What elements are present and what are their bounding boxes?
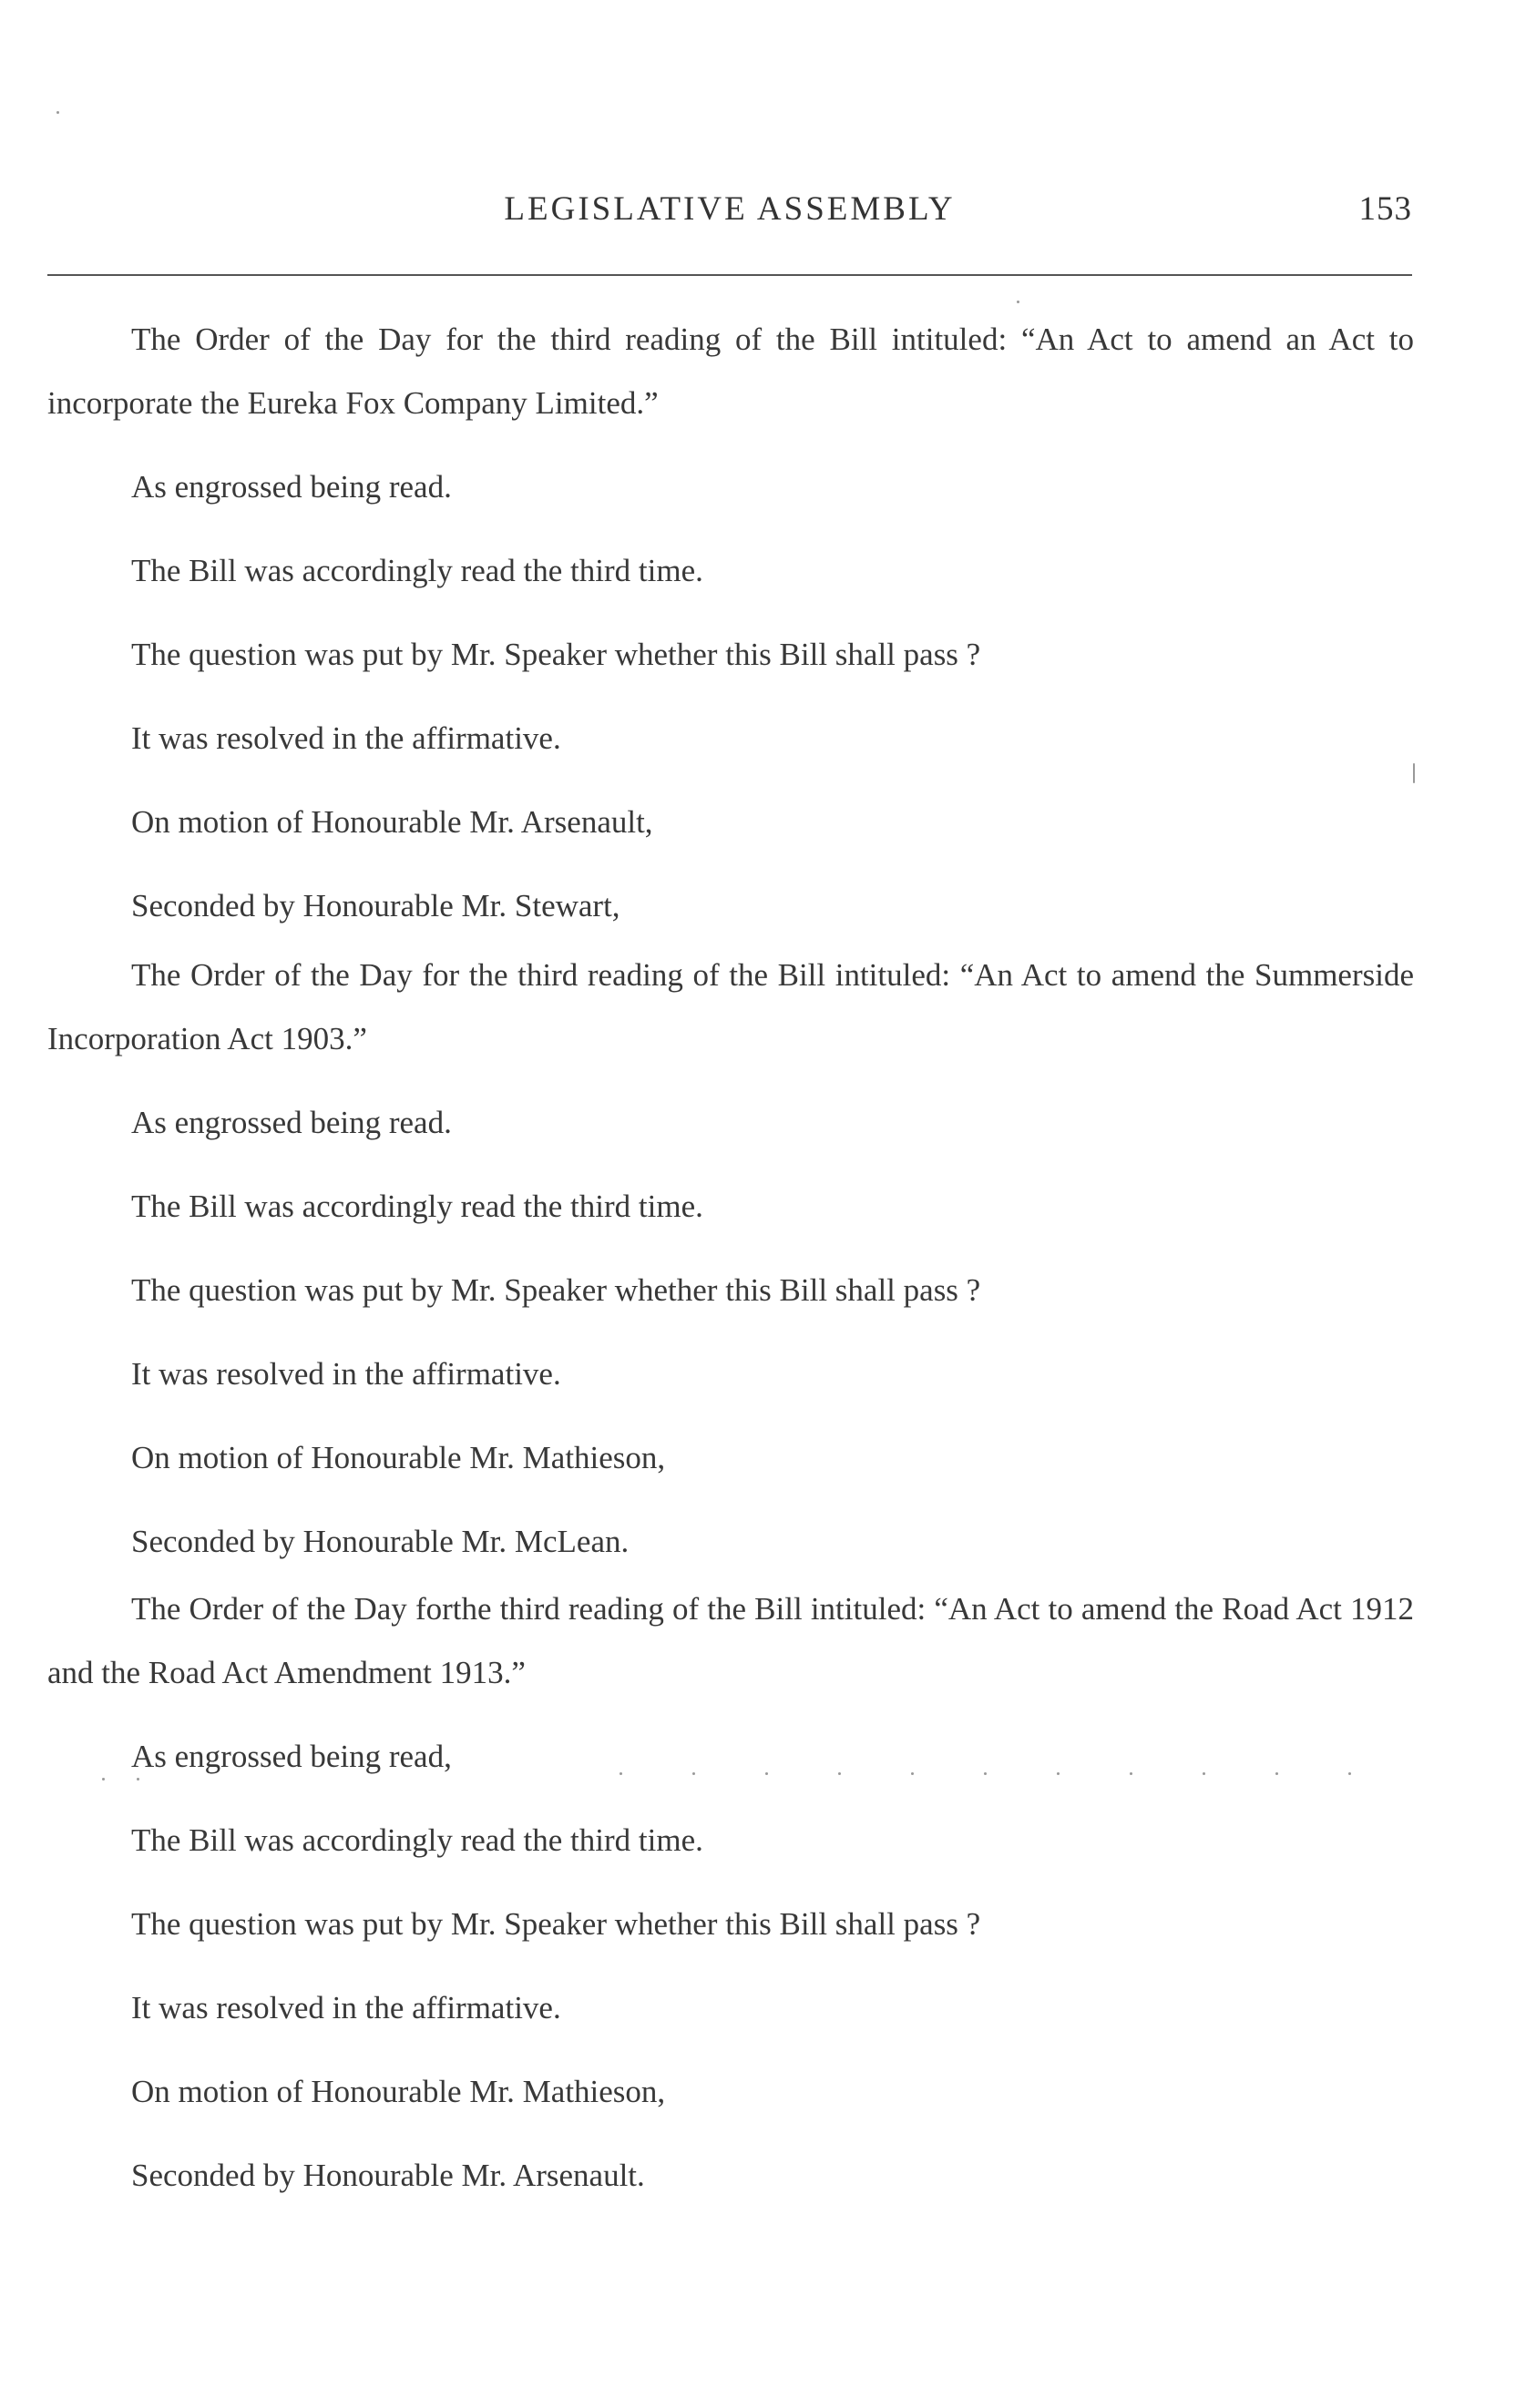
scan-speck: [620, 1772, 622, 1775]
scan-speck: [1130, 1772, 1132, 1775]
engrossed-line: As engrossed being read.: [131, 1105, 452, 1140]
scan-speck: [1413, 763, 1415, 783]
order-of-day-paragraph: The Order of the Day for the third reading of the Bill intituled: “An Act to amend an Act to incorporate the Eureka Fox Company Limited.”: [47, 321, 1414, 421]
resolved-line: It was resolved in the affirmative.: [131, 1356, 561, 1392]
third-reading-line: The Bill was accordingly read the third time.: [131, 1822, 703, 1858]
motion-line: On motion of Honourable Mr. Mathieson,: [131, 2074, 666, 2109]
scan-speck: [56, 111, 59, 114]
third-reading-line: The Bill was accordingly read the third time.: [131, 1189, 703, 1224]
scan-speck: [102, 1778, 105, 1780]
resolved-line: It was resolved in the affirmative.: [131, 1990, 561, 2025]
scan-speck: [984, 1772, 987, 1775]
motion-line: On motion of Honourable Mr. Arsenault,: [131, 804, 653, 840]
scan-speck: [838, 1772, 841, 1775]
resolved-line: It was resolved in the affirmative.: [131, 720, 561, 756]
scan-speck: [911, 1772, 914, 1775]
page-number: 153: [1358, 190, 1412, 228]
entry-eureka-fox: [47, 308, 1414, 938]
page-title: LEGISLATIVE ASSEMBLY: [504, 190, 956, 228]
seconded-line: Seconded by Honourable Mr. Stewart,: [131, 888, 620, 923]
question-line: The question was put by Mr. Speaker whether this Bill shall pass ?: [131, 1272, 981, 1308]
motion-line: On motion of Honourable Mr. Mathieson,: [131, 1440, 666, 1475]
scan-speck: [137, 1778, 139, 1780]
scan-speck: [1275, 1772, 1278, 1775]
scan-speck: [765, 1772, 768, 1775]
seconded-line: Seconded by Honourable Mr. Arsenault.: [131, 2158, 645, 2193]
scan-speck: [1203, 1772, 1205, 1775]
scan-speck: [1348, 1772, 1351, 1775]
scan-speck: [1017, 301, 1019, 303]
engrossed-line: As engrossed being read,: [131, 1739, 452, 1774]
question-line: The question was put by Mr. Speaker whether this Bill shall pass ?: [131, 637, 981, 672]
scan-speck: [692, 1772, 695, 1775]
entry-summerside: [47, 944, 1414, 1574]
seconded-line: Seconded by Honourable Mr. McLean.: [131, 1524, 630, 1559]
engrossed-line: As engrossed being read.: [131, 469, 452, 505]
third-reading-line: The Bill was accordingly read the third time.: [131, 553, 703, 588]
question-line: The question was put by Mr. Speaker whether this Bill shall pass ?: [131, 1906, 981, 1942]
entry-road-act: [47, 1577, 1414, 2208]
scan-speck: [1057, 1772, 1060, 1775]
header-rule: [47, 274, 1412, 276]
order-of-day-paragraph: The Order of the Day for the third reading of the Bill intituled: “An Act to amend the Summerside Incorporation Act 1903.”: [47, 957, 1414, 1056]
order-of-day-paragraph: The Order of the Day forthe third reading of the Bill intituled: “An Act to amend the Road Act 1912 and the Road Act Amendment 1913.”: [47, 1591, 1414, 1690]
running-head: [47, 189, 1412, 240]
